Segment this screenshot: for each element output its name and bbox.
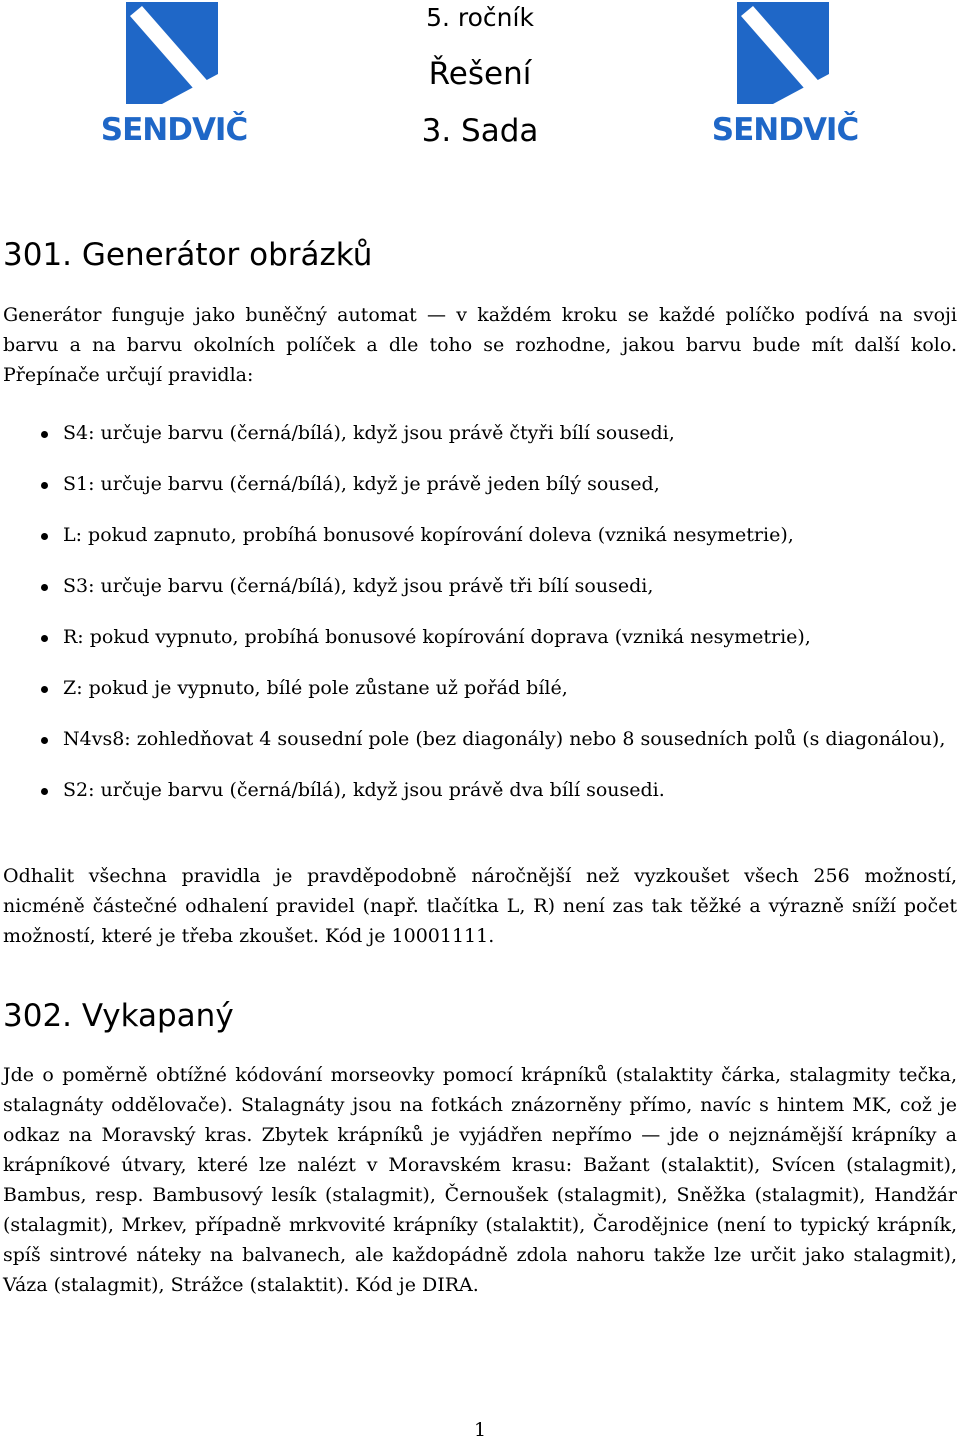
problem-301-title: 301. Generátor obrázků	[3, 237, 373, 273]
bullet-icon	[41, 431, 48, 438]
page-number: 1	[473, 1419, 487, 1441]
problem-302-text: Jde o poměrně obtížné kódování morseovky pomocí krápníků (stalaktity čárka, stalagmity tečka, stalagnáty oddělovače). Stalagnáty jsou na fotkách znázorněny přímo, navíc s hintem MK, což je odkaz na Moravský kras. Zbytek krápníků je vyjádřen nepřímo — jde o nejznámější krápníky a krápníkové útvary, které lze nalézt v Moravském krasu: Bažant (stalaktit), Svícen (stalagmit), Bambus, resp. Bambusový lesík (stalagmit), Černoušek (stalagmit), Sněžka (stalagmit), Handžár (stalagmit), Mrkev, případně mrkvovité krápníky (stalaktit), Čarodějnice (není to typický krápník, spíš sintrové náteky na balvanech, ale každopádně zdola nahoru takže lze určit jako stalagmit), Váza (stalagmit), Strážce (stalaktit). Kód je DIRA.	[3, 1064, 957, 1296]
rule-text: S2: určuje barvu (černá/bílá), když jsou právě dva bílí sousedi.	[63, 779, 665, 801]
problem-301-intro: Generátor funguje jako buněčný automat — v každém kroku se každé políčko podívá na svoji barvu a na barvu okolních políček a dle toho se rozhodne, jakou barvu bude mít další kolo. Přepínače určují pravidla:	[3, 304, 957, 386]
sendvic-logo-icon	[126, 2, 218, 104]
list-item	[0, 571, 956, 601]
rule-text: L: pokud zapnuto, probíhá bonusové kopírování doleva (vzniká nesymetrie),	[63, 524, 794, 546]
logo-text: SENDVIČ	[711, 112, 859, 148]
rule-text: S4: určuje barvu (černá/bílá), když jsou právě čtyři bílí sousedi,	[63, 422, 675, 444]
problem-301-outro: Odhalit všechna pravidla je pravděpodobně náročnější než vyzkoušet všech 256 možností, nicméně částečné odhalení pravidel (např. tlačítka L, R) není zas tak těžké a výrazně sníží počet možností, které je třeba zkoušet. Kód je 10001111.	[3, 865, 957, 947]
bullet-icon	[41, 482, 48, 489]
problem-302-title: 302. Vykapaný	[3, 998, 234, 1034]
rules-list	[0, 418, 960, 826]
rule-text: R: pokud vypnuto, probíhá bonusové kopírování doprava (vzniká nesymetrie),	[63, 626, 811, 648]
list-item	[0, 469, 956, 499]
list-item	[0, 520, 956, 550]
logo-text: SENDVIČ	[100, 112, 248, 148]
rule-text: S1: určuje barvu (černá/bílá), když je právě jeden bílý soused,	[63, 473, 660, 495]
list-item	[0, 724, 956, 754]
bullet-icon	[41, 584, 48, 591]
rule-text: N4vs8: zohledňovat 4 sousední pole (bez diagonály) nebo 8 sousedních polů (s diagonálou),	[63, 728, 946, 750]
list-item	[0, 673, 956, 703]
bullet-icon	[41, 686, 48, 693]
bullet-icon	[41, 788, 48, 795]
list-item	[0, 775, 956, 805]
bullet-icon	[41, 533, 48, 540]
header-set: 3. Sada	[421, 113, 539, 149]
rule-text: S3: určuje barvu (černá/bílá), když jsou právě tři bílí sousedi,	[63, 575, 654, 597]
logo-left	[98, 2, 250, 147]
bullet-icon	[41, 737, 48, 744]
logo-right	[709, 2, 861, 147]
list-item	[0, 418, 956, 448]
bullet-icon	[41, 635, 48, 642]
header-grade: 5. ročník	[426, 3, 534, 32]
header-solutions: Řešení	[428, 56, 532, 92]
rule-text: Z: pokud je vypnuto, bílé pole zůstane už pořád bílé,	[63, 677, 568, 699]
list-item	[0, 622, 956, 652]
sendvic-logo-icon	[737, 2, 829, 104]
